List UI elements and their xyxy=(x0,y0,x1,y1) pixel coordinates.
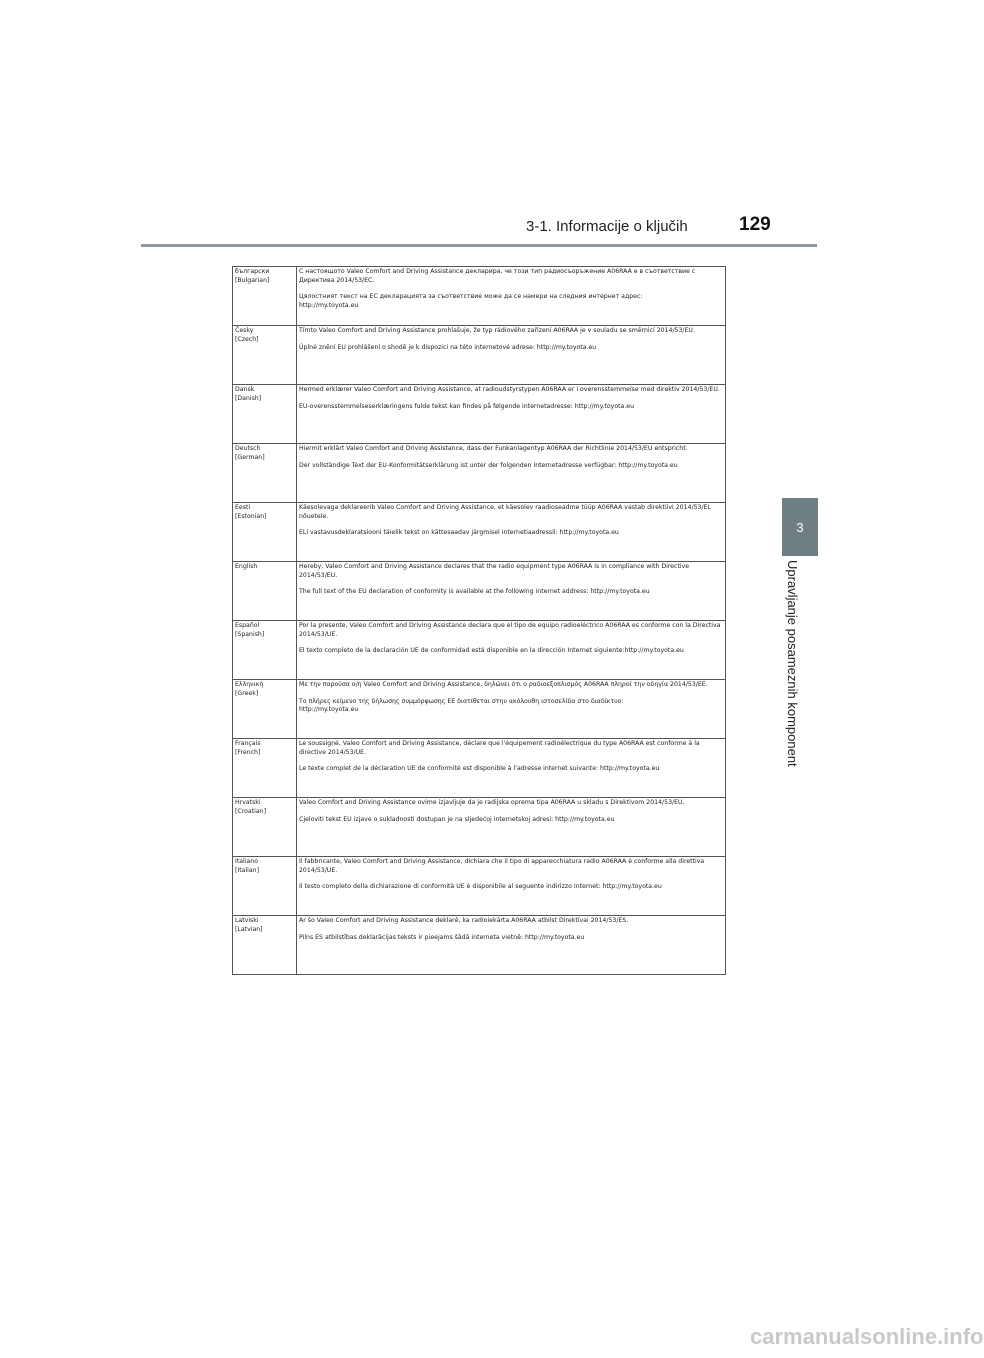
declaration-text: Der vollständige Text der EU-Konformitätserklärung ist unter der folgenden Internetadresse verfügbar: http://my.toyota.eu xyxy=(299,461,678,469)
language-cell xyxy=(233,857,297,916)
declaration-text: Pilns ES atbilstības deklarācijas teksts ir pieejams šādā interneta vietnē: http://my.toyota.eu xyxy=(299,933,585,941)
section-title: 3-1. Informacije o ključih xyxy=(526,218,688,235)
language-cell xyxy=(233,739,297,798)
language-english-name: [French] xyxy=(235,748,261,756)
declaration-text: Цялостният текст на ЕС декларацията за съответствие може да се намери на следния интернет адрес: xyxy=(299,293,643,301)
declaration-text: Käesolevaga deklareerib Valeo Comfort and Driving Assistance, et käesolev raadioseadme tüüp A06RAA vastab direktiivi 2014/53/EL nõuetele. xyxy=(299,504,711,520)
table-row xyxy=(233,680,726,739)
declaration-text: Το πλήρες κείμενο της δήλωσης συμμόρφωσης ΕΕ διατίθεται στην ακόλουθη ιστοσελίδα στο διαδίκτυο: xyxy=(299,697,624,705)
declaration-cell xyxy=(297,267,726,326)
language-name: Latviski xyxy=(235,917,259,924)
declaration-text: Valeo Comfort and Driving Assistance ovime izjavljuje da je radijska oprema tipa A06RAA u skladu s Direktivom 2014/53/EU. xyxy=(299,799,685,806)
chapter-label: Upravljanje posameznih komponent xyxy=(785,560,800,767)
declaration-cell xyxy=(297,798,726,857)
declaration-text: Hermed erklærer Valeo Comfort and Driving Assistance, at radioudstyrstypen A06RAA er i overensstemmelse med direktiv 2014/53/EU. xyxy=(299,386,720,393)
language-cell xyxy=(233,798,297,857)
declaration-text: EU-overensstemmelseserklæringens fulde tekst kan findes på følgende internetadresse: http://my.toyota.eu xyxy=(299,402,635,410)
declaration-cell xyxy=(297,739,726,798)
declaration-cell xyxy=(297,385,726,444)
table-row xyxy=(233,562,726,621)
table-row xyxy=(233,444,726,503)
language-cell xyxy=(233,503,297,562)
language-name: Italiano xyxy=(235,858,258,865)
declaration-text: Hereby, Valeo Comfort and Driving Assistance declares that the radio equipment type A06RAA is in compliance with Directive 2014/53/EU. xyxy=(299,563,690,579)
declaration-text: ELi vastavusdeklaratsiooni täielik tekst on kättesaadav järgmisel internetiaadressil: http://my.toyota.eu xyxy=(299,529,619,537)
declaration-table xyxy=(232,266,726,975)
declaration-text: Tímto Valeo Comfort and Driving Assistance prohlašuje, že typ rádiového zařízení A06RAA je v souladu se směrnicí 2014/53/EU. xyxy=(299,327,695,334)
language-english-name: [German] xyxy=(235,453,265,461)
language-english-name: [Estonian] xyxy=(235,512,267,520)
declaration-text: Cjeloviti tekst EU izjave o sukladnosti dostupan je na sljedećoj internetskoj adresi: http://my.toyota.eu xyxy=(299,815,615,823)
declaration-text: Por la presente, Valeo Comfort and Driving Assistance declara que el tipo de equipo radioeléctrico A06RAA es conforme con la Directiva 2014/53/UE. xyxy=(299,622,721,638)
language-english-name: [Danish] xyxy=(235,394,262,402)
declaration-cell xyxy=(297,503,726,562)
declaration-text: Με την παρούσα ο/η Valeo Comfort and Driving Assistance, δηλώνει ότι ο ραδιοεξοπλισμός A06RAA πληροί την οδηγία 2014/53/ΕΕ. xyxy=(299,681,708,688)
language-name: български xyxy=(235,268,270,275)
language-name: Français xyxy=(235,740,261,747)
language-english-name: [Greek] xyxy=(235,689,259,697)
language-english-name: [Spanish] xyxy=(235,630,265,638)
language-name: Česky xyxy=(235,327,254,334)
table-row xyxy=(233,798,726,857)
table-row xyxy=(233,267,726,326)
language-name: Hrvatski xyxy=(235,799,261,806)
language-english-name: [Latvian] xyxy=(235,925,263,933)
table-row xyxy=(233,621,726,680)
language-cell xyxy=(233,267,297,326)
language-cell xyxy=(233,916,297,975)
watermark: carmanualsonline.info xyxy=(750,1324,984,1349)
declaration-cell xyxy=(297,444,726,503)
language-cell xyxy=(233,621,297,680)
language-cell xyxy=(233,562,297,621)
language-name: Deutsch xyxy=(235,445,261,452)
declaration-cell xyxy=(297,326,726,385)
declaration-text: С настоящото Valeo Comfort and Driving Assistance декларира, че този тип радиосъоръжение A06RAA е в съответствие с Директива 2014/53/ЕС. xyxy=(299,268,696,284)
declaration-text: Ar šo Valeo Comfort and Driving Assistance deklarē, ka radioiekārta A06RAA atbilst Direktīvai 2014/53/ES. xyxy=(299,917,629,924)
declaration-text: http://my.toyota.eu xyxy=(299,301,359,309)
language-name: Dansk xyxy=(235,386,255,393)
declaration-text: Hiermit erklärt Valeo Comfort and Driving Assistance, dass der Funkanlagentyp A06RAA der Richtlinie 2014/53/EU entspricht. xyxy=(299,445,688,452)
table-row xyxy=(233,739,726,798)
declaration-cell xyxy=(297,916,726,975)
declaration-cell xyxy=(297,621,726,680)
language-name: Eesti xyxy=(235,504,251,511)
declaration-text: El texto completo de la declaración UE de conformidad está disponible en la dirección Internet siguiente:http://my.toyota.eu xyxy=(299,647,684,655)
declaration-text: http://my.toyota.eu xyxy=(299,706,359,714)
language-english-name: [Croatian] xyxy=(235,807,266,815)
declaration-text: Il testo completo della dichiarazione di conformità UE è disponibile al seguente indirizzo Internet: http://my.toyota.eu xyxy=(299,883,662,891)
declaration-cell xyxy=(297,680,726,739)
table-row xyxy=(233,857,726,916)
language-name: Ελληνική xyxy=(235,681,264,688)
language-cell xyxy=(233,680,297,739)
table-row xyxy=(233,385,726,444)
language-name: Español xyxy=(235,622,260,629)
language-cell xyxy=(233,385,297,444)
language-english-name: [Italian] xyxy=(235,866,260,874)
language-cell xyxy=(233,326,297,385)
table-row xyxy=(233,916,726,975)
declaration-text: The full text of the EU declaration of conformity is available at the following internet address: http://my.toyota.eu xyxy=(299,588,650,596)
table-row xyxy=(233,503,726,562)
language-name: English xyxy=(235,563,258,570)
chapter-tab: 3 xyxy=(782,498,818,556)
declaration-text: Le soussigné, Valeo Comfort and Driving Assistance, déclare que l'équipement radioélectrique du type A06RAA est conforme à la directive 2014/53/UE. xyxy=(299,740,700,756)
declaration-text: Le texte complet de la déclaration UE de conformité est disponible à l'adresse internet suivante: http://my.toyota.eu xyxy=(299,765,660,773)
language-english-name: [Czech] xyxy=(235,335,259,343)
declaration-cell xyxy=(297,562,726,621)
declaration-text: Úplné znění EU prohlášení o shodě je k dispozici na této internetové adrese: http://my.toyota.eu xyxy=(299,343,597,351)
declaration-text: Il fabbricante, Valeo Comfort and Driving Assistance, dichiara che il tipo di apparecchiatura radio A06RAA è conforme alla direttiva 2014/53/UE. xyxy=(299,858,705,874)
page-number: 129 xyxy=(739,214,771,235)
header-divider xyxy=(141,244,817,247)
language-english-name: [Bulgarian] xyxy=(235,276,270,284)
declaration-cell xyxy=(297,857,726,916)
language-cell xyxy=(233,444,297,503)
table-row xyxy=(233,326,726,385)
